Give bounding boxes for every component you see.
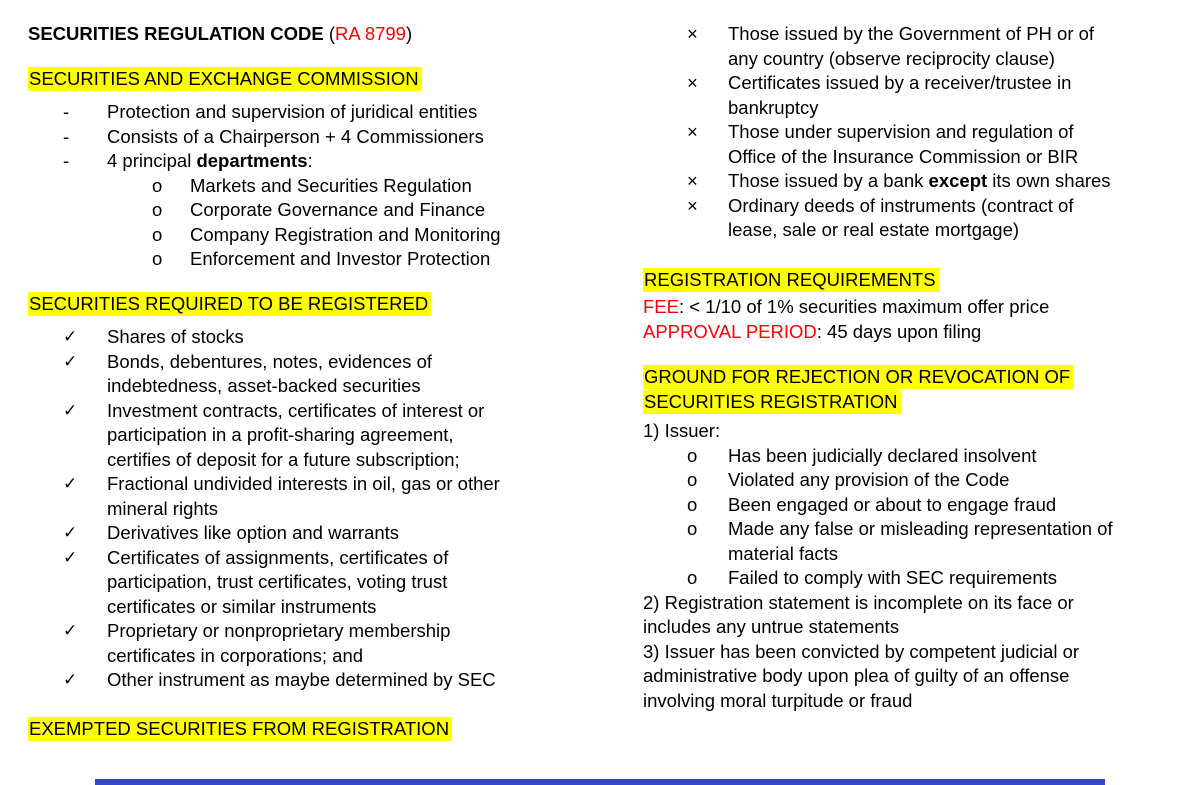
item-text <box>107 521 507 546</box>
text-segment: Derivatives like option and warrants <box>107 522 400 543</box>
issuer-ground-item <box>643 444 1120 469</box>
exempted-securities-list <box>643 22 1120 243</box>
circle-bullet-icon: o <box>687 444 698 466</box>
text-segment: Failed to comply with SEC requirements <box>728 567 1058 588</box>
text-segment: Markets and Securities Regulation <box>190 174 472 196</box>
text-segment: except <box>928 170 988 191</box>
cross-bullet-icon: × <box>687 121 698 142</box>
check-icon: ✓ <box>63 351 78 371</box>
text-segment: Those under supervision and regulation of Office of the Insurance Commission or BIR <box>728 121 1079 167</box>
text-segment: Those issued by the Government of PH or of any country (observe reciprocity clause) <box>728 23 1095 69</box>
approval-label: APPROVAL PERIOD <box>643 320 817 342</box>
cross-bullet-icon: × <box>687 194 698 216</box>
approval-line <box>643 320 1120 345</box>
registered-securities-list <box>28 325 507 693</box>
cross-bullet-icon: × <box>687 170 698 191</box>
grounds-item-3: 3) Issuer has been convicted by competent judicial or administrative body upon plea of guilty of an offense involving moral turpitude or fraud <box>643 640 1080 711</box>
sec-department-item <box>28 198 507 223</box>
grounds-item-2: 2) Registration statement is incomplete on its face or includes any untrue statements <box>643 591 1074 637</box>
item-text <box>107 350 507 399</box>
sec-function-item <box>28 100 507 125</box>
title-ra-number: RA 8799 <box>335 23 406 44</box>
circle-bullet-icon: o <box>687 518 698 539</box>
exempted-security-item <box>643 194 1120 243</box>
text-segment: Certificates of assignments, certificates of participation, trust certificates, voting trust certificates or similar instruments <box>107 546 449 617</box>
exempted-security-item <box>643 169 1120 194</box>
registered-security-item <box>28 350 507 399</box>
issuer-ground-item <box>643 517 1120 566</box>
sec-department-item <box>28 174 507 199</box>
item-text <box>190 247 507 272</box>
item-text <box>107 399 507 473</box>
heading-grounds <box>643 365 1098 414</box>
issuer-grounds-list <box>643 444 1120 591</box>
dash-bullet-icon: - <box>63 101 70 122</box>
issuer-ground-item <box>643 468 1120 493</box>
text-segment: Certificates issued by a receiver/trustee in bankruptcy <box>728 72 1072 118</box>
heading-registered-securities <box>28 292 507 317</box>
item-text <box>107 149 507 174</box>
page-title <box>28 22 507 47</box>
item-text <box>728 444 1120 469</box>
right-column <box>643 22 1120 713</box>
text-segment: Protection and supervision of juridical entities <box>107 101 478 122</box>
item-text <box>107 100 507 125</box>
text-segment: Corporate Governance and Finance <box>190 199 486 220</box>
bottom-bar <box>95 779 1105 785</box>
heading-registration-requirements <box>643 268 1120 293</box>
left-column <box>28 22 507 741</box>
title-main: SECURITIES REGULATION CODE <box>28 23 324 44</box>
circle-bullet-icon: o <box>152 174 163 196</box>
text-segment: Enforcement and Investor Protection <box>190 248 491 269</box>
fee-line <box>643 295 1120 320</box>
item-text <box>728 194 1120 243</box>
item-text <box>107 125 507 150</box>
text-segment: Company Registration and Monitoring <box>190 223 501 245</box>
item-text <box>728 71 1120 120</box>
circle-bullet-icon: o <box>152 223 163 245</box>
text-segment: 4 principal <box>107 150 197 171</box>
text-segment: Shares of stocks <box>107 326 244 347</box>
item-text <box>107 546 507 620</box>
text-segment: departments <box>196 150 308 171</box>
text-segment: its own shares <box>987 170 1111 191</box>
heading-grounds-text: GROUND FOR REJECTION OR REVOCATION OF SECURITIES REGISTRATION <box>643 365 1073 414</box>
circle-bullet-icon: o <box>687 567 698 588</box>
exempted-security-item <box>643 120 1120 169</box>
heading-exempted-securities <box>28 717 507 742</box>
item-text <box>728 493 1120 518</box>
item-text <box>728 22 1120 71</box>
registered-security-item <box>28 325 507 350</box>
heading-registration-requirements-text: REGISTRATION REQUIREMENTS <box>643 268 939 292</box>
text-segment: Those issued by a bank <box>728 170 929 191</box>
check-icon: ✓ <box>63 670 78 689</box>
item-text <box>728 566 1120 591</box>
cross-bullet-icon: × <box>687 23 698 44</box>
text-segment: Made any false or misleading representation of material facts <box>728 518 1113 564</box>
registered-security-item <box>28 619 507 668</box>
text-segment: : <box>307 150 313 171</box>
item-text <box>107 472 507 521</box>
check-icon: ✓ <box>63 327 78 346</box>
item-text <box>728 120 1120 169</box>
registered-security-item <box>28 546 507 620</box>
sec-department-item <box>28 223 507 248</box>
sec-functions-list <box>28 100 507 174</box>
registered-security-item <box>28 521 507 546</box>
text-segment: Bonds, debentures, notes, evidences of indebtedness, asset-backed securities <box>107 350 432 396</box>
item-text <box>728 169 1120 194</box>
heading-exempted-securities-text: EXEMPTED SECURITIES FROM REGISTRATION <box>28 717 452 741</box>
item-text <box>190 198 507 223</box>
issuer-ground-item <box>643 493 1120 518</box>
registered-security-item <box>28 668 507 693</box>
circle-bullet-icon: o <box>687 469 698 490</box>
approval-value: : 45 days upon filing <box>816 320 982 342</box>
text-segment: Violated any provision of the Code <box>728 469 1010 490</box>
text-segment: Ordinary deeds of instruments (contract of lease, sale or real estate mortgage) <box>728 194 1074 240</box>
check-icon: ✓ <box>63 621 78 640</box>
item-text <box>190 223 507 248</box>
item-text <box>107 325 507 350</box>
exempted-security-item <box>643 71 1120 120</box>
grounds-item-1: 1) Issuer: <box>643 420 721 441</box>
text-segment: Investment contracts, certificates of interest or participation in a profit-sharing agreement, certifies of deposit for a future subscription; <box>107 399 485 470</box>
circle-bullet-icon: o <box>152 248 163 269</box>
check-icon: ✓ <box>63 400 78 420</box>
text-segment: Other instrument as maybe determined by SEC <box>107 669 496 690</box>
sec-departments-list <box>28 174 507 272</box>
circle-bullet-icon: o <box>152 199 163 220</box>
text-segment: Been engaged or about to engage fraud <box>728 493 1057 515</box>
item-text <box>728 517 1120 566</box>
issuer-ground-item <box>643 566 1120 591</box>
circle-bullet-icon: o <box>687 493 698 515</box>
item-text <box>107 619 507 668</box>
sec-function-item <box>28 125 507 150</box>
registered-security-item <box>28 399 507 473</box>
item-text <box>107 668 507 693</box>
item-text <box>728 468 1120 493</box>
dash-bullet-icon: - <box>63 125 70 147</box>
exempted-security-item <box>643 22 1120 71</box>
sec-function-item <box>28 149 507 174</box>
heading-sec-commission <box>28 67 507 92</box>
text-segment: Consists of a Chairperson + 4 Commissioners <box>107 125 484 147</box>
heading-registered-securities-text: SECURITIES REQUIRED TO BE REGISTERED <box>28 292 431 316</box>
dash-bullet-icon: - <box>63 150 70 171</box>
cross-bullet-icon: × <box>687 72 698 93</box>
check-icon: ✓ <box>63 474 78 493</box>
text-segment: Fractional undivided interests in oil, gas or other mineral rights <box>107 473 500 519</box>
registered-security-item <box>28 472 507 521</box>
fee-label: FEE <box>643 296 679 317</box>
fee-value: : < 1/10 of 1% securities maximum offer price <box>678 296 1050 317</box>
title-paren-close: ) <box>405 23 413 44</box>
text-segment: Has been judicially declared insolvent <box>728 444 1037 466</box>
title-paren-open: ( <box>323 23 335 44</box>
check-icon: ✓ <box>63 523 78 542</box>
text-segment: Proprietary or nonproprietary membership certificates in corporations; and <box>107 620 451 666</box>
heading-sec-commission-text: SECURITIES AND EXCHANGE COMMISSION <box>28 67 422 91</box>
sec-department-item <box>28 247 507 272</box>
check-icon: ✓ <box>63 547 78 567</box>
item-text <box>190 174 507 199</box>
